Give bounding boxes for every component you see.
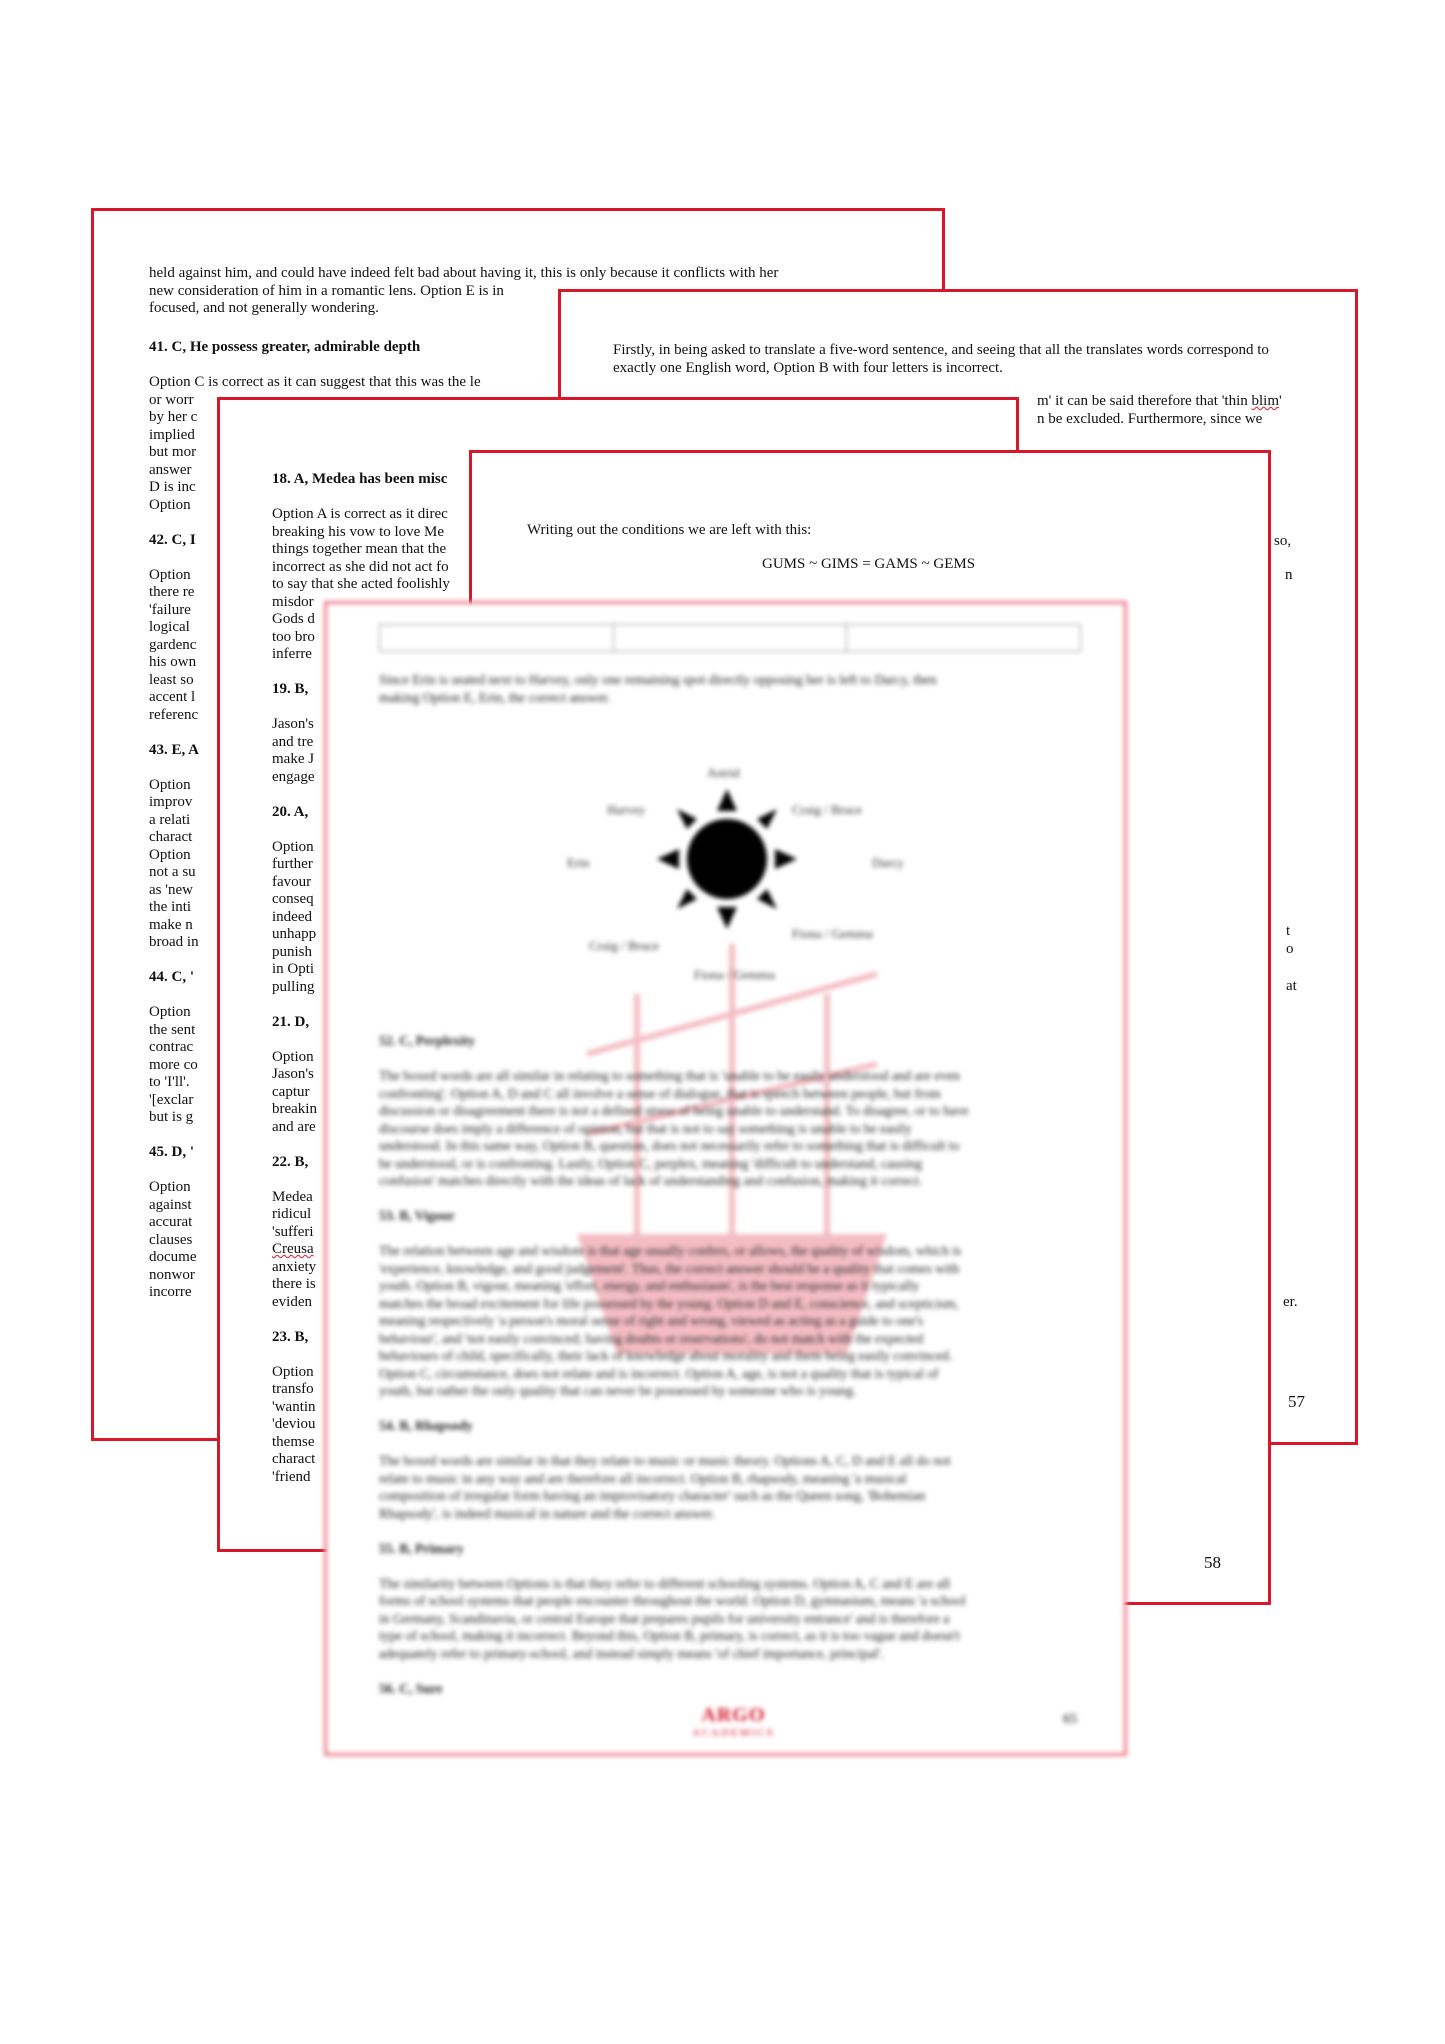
text-line: The boxed words are all similar in relating to something that is 'unable to be easily understood and are even xyxy=(379,1068,960,1083)
text-line: a relati xyxy=(149,811,191,828)
answer-heading-53: 53. B, Vigour xyxy=(379,1208,455,1223)
text-span: ' xyxy=(1279,393,1282,409)
text-line: as 'new xyxy=(149,881,193,898)
answer-heading-19: 19. B, xyxy=(272,681,309,697)
seat-top-right: Craig / Bruce xyxy=(792,802,863,817)
text-line: behaviour', and 'not easily convinced; having doubts or reservations', do not match with the expected xyxy=(379,1330,924,1346)
text-line: held against him, and could have indeed felt bad about having it, this is only because it conflicts with her xyxy=(149,265,779,281)
text-line: ridicul xyxy=(272,1206,312,1222)
text-line: Option xyxy=(149,566,191,583)
argo-academics-logo xyxy=(692,1704,775,1739)
text-line: incorrect as she did not act fo xyxy=(272,558,449,575)
text-line xyxy=(1037,393,1282,411)
text-line: type of school, making it incorrect. Beyond this, Option B, primary, is correct, as it is too vague and doesn't xyxy=(379,1628,960,1643)
text-line: against xyxy=(149,1196,192,1213)
text-line: conseq xyxy=(272,891,314,907)
text-line: charact xyxy=(149,829,193,845)
seat-bottom-left: Craig / Bruce xyxy=(589,938,660,953)
text-line: behaviours of child, specifically, their lack of knowledge about morality and them being easily convinced. xyxy=(379,1348,953,1363)
text-line: the sent xyxy=(149,1021,196,1038)
page-number: 65 xyxy=(1063,1712,1077,1727)
text-fragment: so, xyxy=(1274,533,1292,549)
answer-heading-23: 23. B, xyxy=(272,1328,309,1345)
text-line: 'friend xyxy=(272,1468,311,1485)
text-span: m' it can be said therefore that 'thin xyxy=(1037,393,1252,409)
text-line: relate to music in any way and are therefore all incorrect. Option B, rhapsody, meaning 'a musical xyxy=(379,1470,907,1486)
text-line: things together mean that the xyxy=(272,541,447,557)
text-line: Option C is correct as it can suggest that this was the le xyxy=(149,374,481,390)
text-line: further xyxy=(272,856,313,872)
text-line: confronting'. Option A, D and C all involve a sense of dialogue, that is speech between people, but from xyxy=(379,1085,941,1101)
text-line: new consideration of him in a romantic lens. Option E is in xyxy=(149,282,504,299)
text-line: too bro xyxy=(272,628,315,645)
answer-heading-41: 41. C, He possess greater, admirable depth xyxy=(149,339,421,355)
text-line: to say that she acted foolishly xyxy=(272,576,450,592)
text-line: unhapp xyxy=(272,926,317,942)
text-line: anxiety xyxy=(272,1258,317,1275)
text-line: make J xyxy=(272,751,315,767)
text-line: The boxed words are similar in that they relate to music or music theory. Options A, C, D and E all do not xyxy=(379,1453,951,1468)
text-line: Jason's xyxy=(272,716,314,732)
text-fragment: at xyxy=(1286,978,1297,994)
text-line: discourse does imply a difference of opinion, but that is not to say something is unable to be easily xyxy=(379,1120,912,1136)
text-line: n be excluded. Furthermore, since we xyxy=(1037,410,1263,427)
text-line: improv xyxy=(149,794,193,810)
text-line: contrac xyxy=(149,1039,194,1055)
text-line: Gods d xyxy=(272,611,315,627)
answer-heading-56: 56. C, Sure xyxy=(379,1680,443,1696)
text-line: misdor xyxy=(272,593,314,610)
text-line: 'failure xyxy=(149,601,191,618)
text-line: confusion' matches directly with the ideas of lack of understanding and confusion, making it correct. xyxy=(379,1173,923,1188)
text-line: to 'I'll'. xyxy=(149,1074,190,1090)
text-line: matches the broad excitement for life possessed by the young. Option D and E, conscience, and scepticism, xyxy=(379,1295,959,1311)
text-line: breakin xyxy=(272,1101,317,1117)
text-line: Option xyxy=(149,1004,191,1020)
text-line: Option xyxy=(272,838,314,855)
text-line: youth. Option B, vigour, meaning 'effort, energy, and enthusiasm', is the best response as it typically xyxy=(379,1278,920,1293)
text-line: indeed xyxy=(272,908,312,925)
text-line: his own xyxy=(149,654,197,670)
text-line: Since Erin is seated next to Harvey, only one remaining spot directly opposing her is left to Darcy, then xyxy=(379,672,937,687)
table-box xyxy=(379,624,1081,652)
misspelled-word: Creusa xyxy=(272,1241,314,1257)
text-line: or worr xyxy=(149,391,194,408)
text-line: Jason's xyxy=(272,1066,314,1082)
answer-heading-20: 20. A, xyxy=(272,803,309,820)
text-line: in Opti xyxy=(272,961,315,977)
seat-top: Astrid xyxy=(707,765,740,780)
seat-bottom: Fiona / Gemma xyxy=(694,967,775,982)
text-line: Option xyxy=(149,776,191,793)
text-line: by her c xyxy=(149,409,198,425)
text-line: Medea xyxy=(272,1188,313,1205)
text-line: meaning respectively 'a person's moral sense of right and wrong, viewed as acting as a guide to one's xyxy=(379,1313,924,1328)
text-line: Option A is correct as it direc xyxy=(272,506,448,522)
text-line: punish xyxy=(272,943,313,960)
text-line: adequately refer to primary-school, and instead simply means 'of chief importance, principal'. xyxy=(379,1645,884,1661)
text-line: The relation between age and wisdom is that age usually confers, or allows, the quality of wisdom, which is xyxy=(379,1243,962,1258)
text-line: 'sufferi xyxy=(272,1223,314,1240)
text-line: 'deviou xyxy=(272,1416,316,1432)
page2-intro xyxy=(613,342,1269,377)
page-65-front xyxy=(324,601,1127,1756)
text-line: Firstly, in being asked to translate a five-word sentence, and seeing that all the translates words correspond to xyxy=(613,342,1269,358)
answer-heading-21: 21. D, xyxy=(272,1013,310,1030)
answer-heading-44: 44. C, ' xyxy=(149,969,194,985)
text-line: in Germany, Scandinavia, or central Europe that prepares pupils for university entrance' and is therefore a xyxy=(379,1610,950,1626)
text-line: themse xyxy=(272,1433,315,1450)
text-line: focused, and not generally wondering. xyxy=(149,300,379,316)
text-line: referenc xyxy=(149,706,199,723)
text-fragment: t xyxy=(1286,923,1291,939)
text-line: accent l xyxy=(149,689,196,705)
answer-heading-45: 45. D, ' xyxy=(149,1144,194,1160)
text-line: Option xyxy=(272,1363,314,1380)
text-line: and tre xyxy=(272,733,314,750)
text-fragment: n xyxy=(1285,567,1293,583)
formula: GUMS ~ GIMS = GAMS ~ GEMS xyxy=(762,556,976,572)
answer-heading-52: 52. C, Perplexity xyxy=(379,1033,475,1048)
text-line: Option xyxy=(149,1179,191,1195)
text-line: The similarity between Options is that they refer to different schooling systems. Option A, C and E are all xyxy=(379,1575,951,1591)
text-line: implied xyxy=(149,426,195,443)
text-line: answer xyxy=(149,461,192,478)
seat-right: Darcy xyxy=(872,855,904,870)
text-line: favour xyxy=(272,873,312,890)
answer-heading-42: 42. C, I xyxy=(149,531,196,548)
text-line: least so xyxy=(149,671,194,688)
text-line: composition of irregular form having an improvisatory character' such as the Queen song, 'Bohemian xyxy=(379,1488,926,1503)
text-line: and are xyxy=(272,1118,316,1135)
text-line: but is g xyxy=(149,1109,194,1125)
text-line: accurat xyxy=(149,1214,193,1230)
text-line: inferre xyxy=(272,646,312,662)
text-line: clauses xyxy=(149,1231,193,1248)
text-line: pulling xyxy=(272,978,315,995)
text-line: there re xyxy=(149,584,195,600)
text-line: gardenc xyxy=(149,636,197,653)
text-line: breaking his vow to love Me xyxy=(272,523,445,540)
text-line: Rhapsody', is indeed musical in nature and the correct answer. xyxy=(379,1505,715,1521)
text-line: exactly one English word, Option B with four letters is incorrect. xyxy=(613,359,1003,376)
text-line: incorre xyxy=(149,1284,192,1300)
sun-icon xyxy=(657,789,797,929)
seat-top-left: Harvey xyxy=(607,802,646,817)
seat-bottom-right: Fiona / Gemma xyxy=(792,926,873,941)
erin-explanation xyxy=(379,671,1079,706)
text-line: understood. In this same way, Option B, question, does not necessarily refer to something that is difficult to xyxy=(379,1138,960,1153)
text-line: there is xyxy=(272,1276,316,1292)
answer-heading-18: 18. A, Medea has been misc xyxy=(272,471,448,487)
text-line: Option xyxy=(149,846,191,863)
text-line: nonwor xyxy=(149,1266,195,1283)
text-line: Writing out the conditions we are left with this: xyxy=(527,522,812,538)
text-line: more co xyxy=(149,1056,198,1073)
text-line: Option xyxy=(272,1048,314,1065)
text-line: 'experience, knowledge, and good judgement'. Thus, the correct answer should be a quality that comes with xyxy=(379,1260,960,1276)
text-line: broad in xyxy=(149,934,199,950)
answer-heading-22: 22. B, xyxy=(272,1153,309,1170)
page-number: 57 xyxy=(1288,1392,1305,1411)
text-line: logical xyxy=(149,619,190,635)
text-line: discussion or disagreement there is not a defined stress of being unable to understand. To disagree, or to have xyxy=(379,1103,969,1118)
text-line: transfo xyxy=(272,1381,314,1397)
text-line: but mor xyxy=(149,444,197,460)
text-line: the inti xyxy=(149,899,192,915)
text-line: not a su xyxy=(149,864,196,880)
text-line: captur xyxy=(272,1083,310,1100)
answer-heading-54: 54. B, Rhapsody xyxy=(379,1418,473,1433)
text-line: docume xyxy=(149,1249,197,1265)
text-line: making Option E, Erin, the correct answer. xyxy=(379,689,611,705)
logo-line-2: ACADEMICS xyxy=(692,1727,775,1739)
text-line: eviden xyxy=(272,1293,312,1310)
text-line: charact xyxy=(272,1451,316,1467)
logo-line-1: ARGO xyxy=(701,1704,766,1726)
text-line: Option xyxy=(149,496,191,513)
text-line: youth, but rather the only quality that can never be possessed by someone who is young. xyxy=(379,1383,857,1398)
answer-heading-55: 55. B, Primary xyxy=(379,1540,464,1556)
text-line: be understood, or is confronting. Lastly, Option C, perplex, meaning 'difficult to understand, causing xyxy=(379,1155,923,1171)
seat-left: Erin xyxy=(567,855,590,870)
text-fragment: er. xyxy=(1283,1294,1298,1310)
page-number: 58 xyxy=(1204,1553,1221,1572)
text-fragment: o xyxy=(1286,941,1294,957)
answer-heading-43: 43. E, A xyxy=(149,741,200,758)
text-line: engage xyxy=(272,768,315,785)
text-line: Option C, circumstance, does not relate and is incorrect. Option A, age, is not a quality that is typical of xyxy=(379,1365,939,1381)
text-line: '[exclar xyxy=(149,1091,194,1108)
text-line: forms of school systems that people encounter throughout the world. Option D, gymnasium, means 'a school xyxy=(379,1593,966,1608)
text-line: 'wantin xyxy=(272,1398,316,1415)
page2-fragment xyxy=(1037,393,1282,428)
misspelled-word: blim xyxy=(1251,393,1280,409)
page5-answers xyxy=(379,1032,1079,1697)
text-line: make n xyxy=(149,916,193,933)
text-line: D is inc xyxy=(149,479,196,495)
